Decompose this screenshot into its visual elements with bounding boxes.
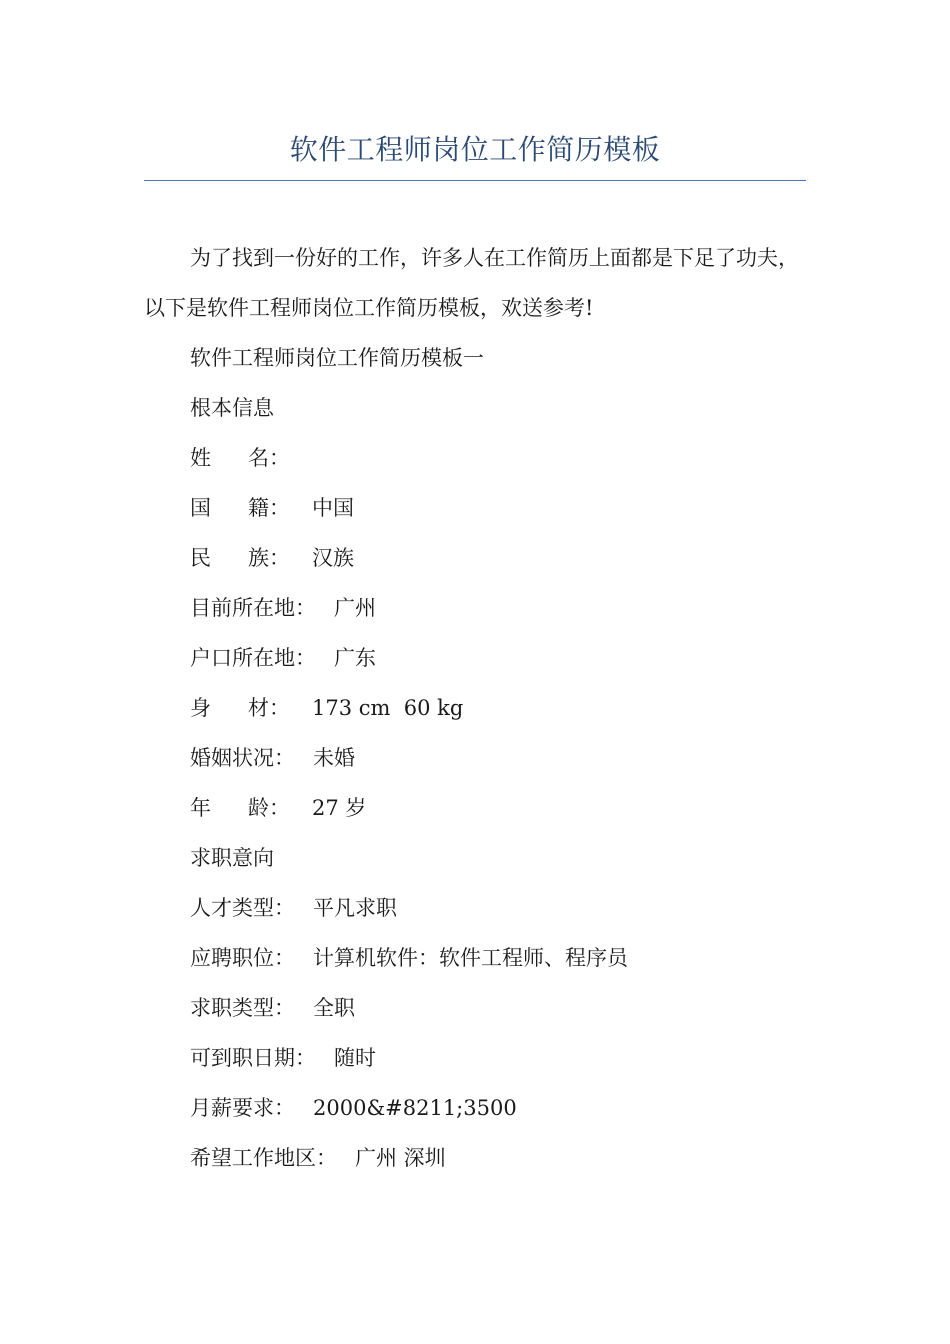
template-heading: 软件工程师岗位工作简历模板一 — [190, 346, 484, 370]
field-name — [144, 433, 806, 483]
field-current-location — [144, 583, 806, 633]
field-value: 中国 — [312, 496, 354, 520]
field-position — [144, 933, 806, 983]
field-ethnicity — [144, 533, 806, 583]
field-label: 户口所在地： — [190, 646, 316, 670]
field-label: 身 材： — [190, 696, 290, 720]
field-nationality — [144, 483, 806, 533]
field-value: 广东 — [334, 646, 376, 670]
field-marital-status — [144, 733, 806, 783]
field-label: 年 龄： — [190, 796, 290, 820]
field-salary — [144, 1083, 806, 1133]
field-desired-region — [144, 1133, 806, 1183]
field-value: 计算机软件：软件工程师、程序员 — [313, 946, 628, 970]
field-hukou — [144, 633, 806, 683]
field-available-date — [144, 1033, 806, 1083]
field-age — [144, 783, 806, 833]
field-value: 广州 — [334, 596, 376, 620]
field-label: 目前所在地： — [190, 596, 316, 620]
field-value: 173 cm 60 kg — [312, 696, 464, 720]
field-job-type — [144, 983, 806, 1033]
field-value: 广州 深圳 — [355, 1146, 446, 1170]
section-job-intent: 求职意向 — [190, 846, 274, 870]
field-body — [144, 683, 806, 733]
field-label: 国 籍： — [190, 496, 290, 520]
field-label: 婚姻状况： — [190, 746, 295, 770]
field-value: 平凡求职 — [313, 896, 397, 920]
intro-paragraph: 为了找到一份好的工作，许多人在工作简历上面都是下足了功夫，以下是软件工程师岗位工作简历模板，欢送参考! — [144, 246, 799, 320]
field-label: 姓 名： — [190, 446, 290, 470]
field-value: 2000&#8211;3500 — [313, 1096, 517, 1120]
field-label: 人才类型： — [190, 896, 295, 920]
field-value: 全职 — [313, 996, 355, 1020]
field-label: 应聘职位： — [190, 946, 295, 970]
field-value: 未婚 — [313, 746, 355, 770]
field-label: 希望工作地区： — [190, 1146, 337, 1170]
field-value: 汉族 — [312, 546, 354, 570]
document-body — [144, 233, 806, 1183]
field-label: 可到职日期： — [190, 1046, 316, 1070]
field-label: 求职类型： — [190, 996, 295, 1020]
field-value: 27 岁 — [312, 796, 367, 820]
field-value: 随时 — [334, 1046, 376, 1070]
document-title: 软件工程师岗位工作简历模板 — [289, 133, 661, 166]
section-basic-info: 根本信息 — [190, 396, 274, 420]
field-talent-type — [144, 883, 806, 933]
field-label: 月薪要求： — [190, 1096, 295, 1120]
title-underline — [144, 180, 806, 181]
field-label: 民 族： — [190, 546, 290, 570]
